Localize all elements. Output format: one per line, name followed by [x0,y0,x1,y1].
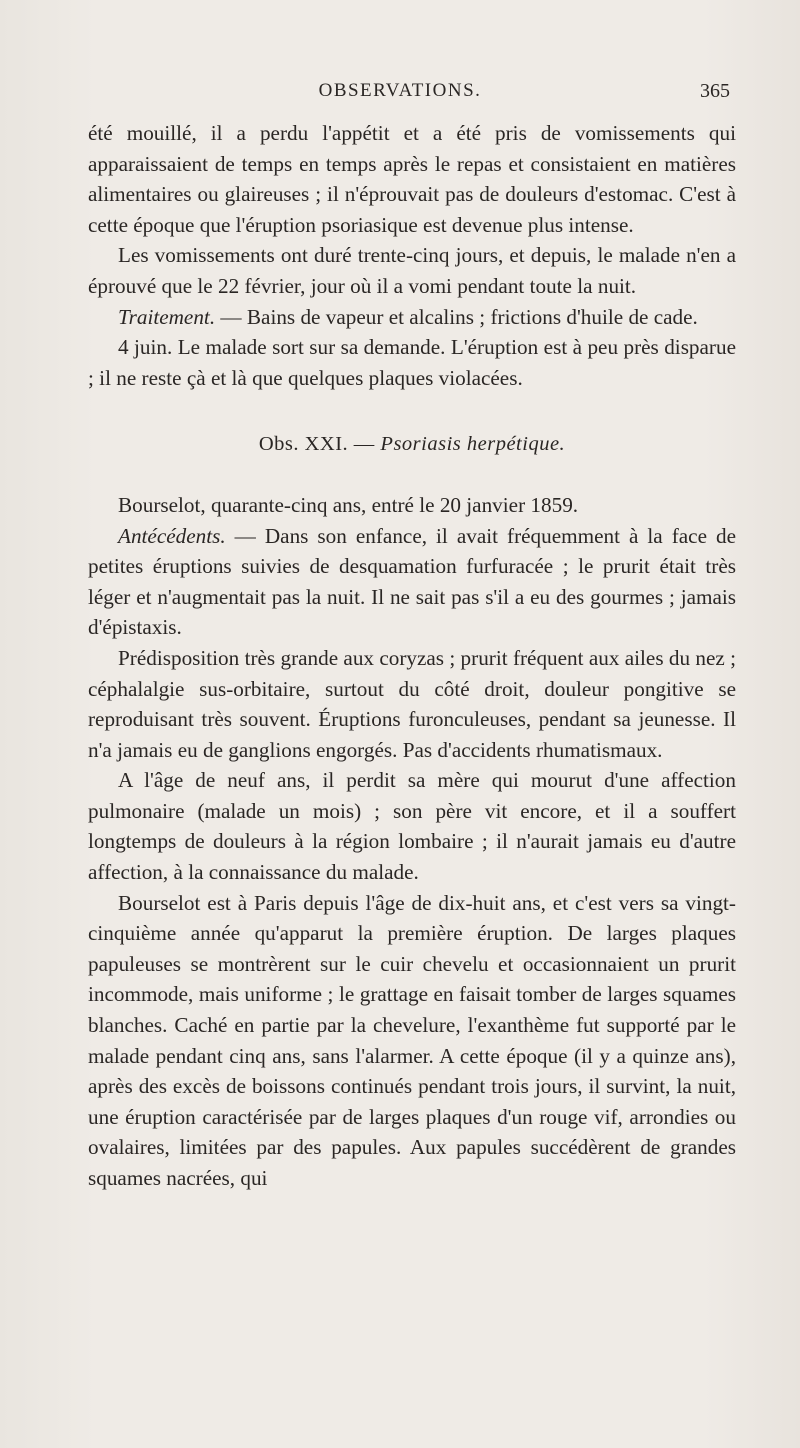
body-text [88,118,736,1194]
paragraph-patient: Bourselot, quarante-cinq ans, entré le 20 janvier 1859. [118,492,579,517]
paragraph-vomissements: Les vomissements ont duré trente-cinq jours, et depuis, le malade n'en a éprouvé que le 22 février, jour où il a vomi pendant toute la nuit. [88,243,736,298]
traitement-text: — Bains de vapeur et alcalins ; frictions d'huile de cade. [215,304,698,329]
observation-number: Obs. XXI. — [258,433,381,456]
paragraph-traitement [88,302,736,333]
paragraph-famille: A l'âge de neuf ans, il perdit sa mère qui mourut d'une affection pulmonaire (malade un mois) ; son père vit encore, et il a souffert longtemps de douleurs à la région lombaire ; il n'aurait jamais eu d'autre affection, à la connaissance du malade. [88,768,736,885]
paragraph-histoire: Bourselot est à Paris depuis l'âge de dix-huit ans, et c'est vers sa vingt-cinquième année qu'apparut la première éruption. De larges plaques papuleuses se montrèrent sur le cuir chevelu et occasionnaient un prurit incommode, mais uniforme ; le grattage en faisait tomber de larges squames blanches. Caché en partie par la chevelure, l'exanthème fut supporté par le malade pendant cinq ans, sans l'alarmer. A cette époque (il y a quinze ans), après des excès de boissons continués pendant trois jours, il survint, la nuit, une éruption caractérisée par de larges plaques d'un rouge vif, arrondies ou ovalaires, limitées par des papules. Aux papules succédèrent de grandes squames nacrées, qui [88,890,736,1190]
observation-title: Psoriasis herpétique. [380,433,566,456]
page-number: 365 [700,80,730,102]
paragraph-predisposition: Prédisposition très grande aux coryzas ; prurit fréquent aux ailes du nez ; céphalalgie sus-orbitaire, surtout du côté droit, douleur pongitive se reproduisant très souvent. Éruptions furonculeuses, pendant sa jeunesse. Il n'a jamais eu de ganglions engorgés. Pas d'accidents rhumatismaux. [88,645,736,762]
observation-heading [88,429,736,460]
paragraph-sortie: 4 juin. Le malade sort sur sa demande. L'éruption est à peu près disparue ; il ne reste çà et là que quelques plaques violacées. [88,335,736,390]
page-header [0,80,800,120]
paragraph-continuation: été mouillé, il a perdu l'appétit et a été pris de vomissements qui apparaissaient de temps en temps après le repas et consistaient en matières alimentaires ou glaireuses ; il n'éprouvait pas de douleurs d'estomac. C'est à cette époque que l'éruption psoriasique est devenue plus intense. [88,121,736,237]
antecedents-label: Antécédents. [118,523,226,548]
paragraph-antecedents [88,521,736,643]
antecedents-text: — Dans son enfance, il avait fréquemment à la face de petites éruptions suivies de desquamation furfuracée ; le prurit était très léger et n'augmentait pas la nuit. Il ne sait pas s'il a eu des gourmes ; jamais d'épistaxis. [88,523,736,640]
traitement-label: Traitement. [118,304,216,329]
running-head: OBSERVATIONS. [318,80,482,101]
